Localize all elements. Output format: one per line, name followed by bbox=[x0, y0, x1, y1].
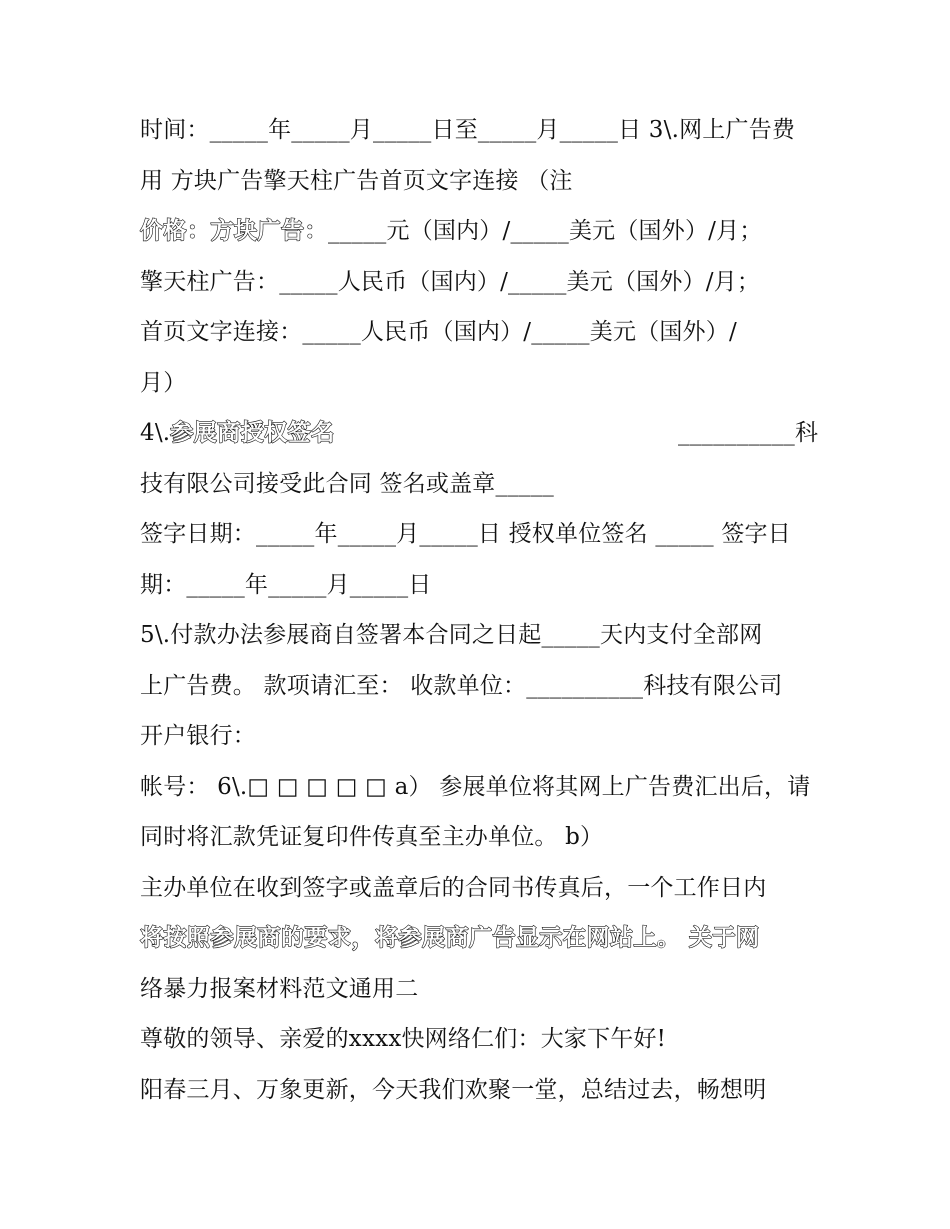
text-line-8: 技有限公司接受此合同 签名或盖章_____ bbox=[140, 470, 555, 497]
text-line-10: 期：_____年_____月_____日 bbox=[140, 571, 432, 598]
text-line-18: 络暴力报案材料范文通用二 bbox=[140, 975, 419, 1002]
text-line-5: 首页文字连接：_____人民币（国内）/_____美元（国外）/ bbox=[140, 319, 737, 345]
section-number: 4\. bbox=[140, 420, 171, 446]
text-line-16: 主办单位在收到签字或盖章后的合同书传真后，一个工作日内 bbox=[140, 874, 767, 901]
text-line-17 bbox=[140, 913, 820, 964]
outlined-text: 将按照参展商的要求，将参展商广告显示在网站上。 关于网 bbox=[140, 924, 760, 951]
text-line-13: 开户银行： bbox=[140, 723, 256, 749]
text-line-11: 5\.付款办法参展商自签署本合同之日起_____天内支付全部网 bbox=[140, 622, 763, 648]
text-line-6: 月） bbox=[140, 369, 187, 396]
line-rest: _____元（国内）/_____美元（国外）/月； bbox=[328, 218, 763, 244]
text-line-12: 上广告费。 款项请汇至： 收款单位：__________科技有限公司 bbox=[140, 672, 783, 699]
text-line-4: 擎天柱广告：_____人民币（国内）/_____美元（国外）/月； bbox=[140, 268, 761, 295]
company-blank: __________科 bbox=[678, 420, 819, 446]
text-line-9: 签字日期：_____年_____月_____日 授权单位签名 _____ 签字日 bbox=[140, 521, 791, 547]
text-line-19: 尊敬的领导、亲爱的xxxx快网络仁们：大家下午好! bbox=[140, 1026, 667, 1052]
text-line-3 bbox=[140, 206, 820, 257]
text-line-1: 时间：_____年_____月_____日至_____月_____日 3\.网上广告费 bbox=[140, 117, 796, 143]
text-line-15: 同时将汇款凭证复印件传真至主办单位。 b） bbox=[140, 824, 604, 850]
document-body bbox=[140, 105, 820, 1115]
text-line-2: 用 方块广告擎天柱广告首页文字连接 （注 bbox=[140, 167, 573, 194]
outlined-text: 价格：方块广告： bbox=[140, 217, 328, 244]
text-line-14: 帐号： 6\.□ □ □ □ □ a） 参展单位将其网上广告费汇出后，请 bbox=[140, 773, 811, 800]
text-line-20: 阳春三月、万象更新，今天我们欢聚一堂，总结过去，畅想明 bbox=[140, 1076, 767, 1103]
text-line-7 bbox=[140, 408, 820, 459]
outlined-text: 参展商授权签名 bbox=[170, 419, 335, 446]
